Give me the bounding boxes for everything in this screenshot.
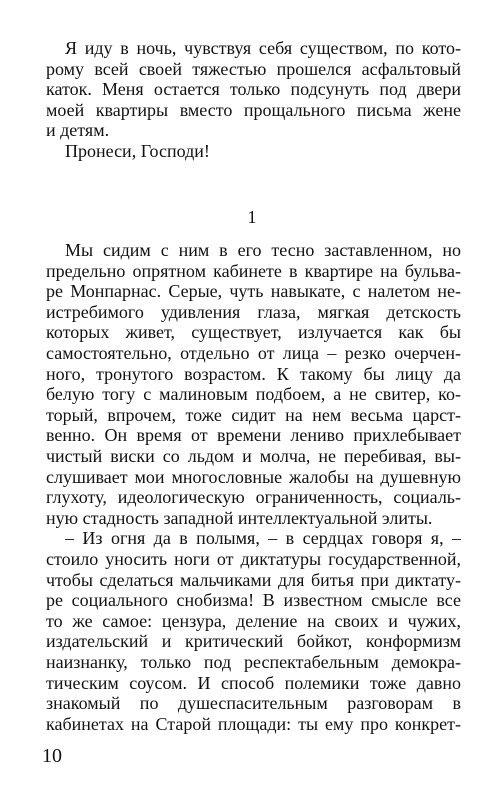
text-line: ре социального снобизма! В известном смысле все — [46, 590, 461, 611]
page-number: 10 — [42, 745, 62, 767]
text-line: чистый виски со льдом и молча, не перебивая, вы- — [46, 446, 461, 466]
text-line: и детям. — [46, 120, 110, 141]
text-line: ную стадность западной интеллектуальной элиты. — [46, 507, 433, 528]
text-line: предельно опрятном кабинете в квартире на бульва- — [46, 260, 461, 281]
text-line: истребимого удивления глаза, мягкая детскость — [46, 301, 461, 322]
text-line: Я иду в ночь, чувствуя себя существом, по кото- — [65, 38, 461, 58]
text-line: ного, тронутого возрастом. К такому бы лицу да — [46, 363, 461, 384]
text-line: каток. Меня остается только подсунуть под двери — [46, 79, 461, 100]
text-line: чтобы сделаться мальчиками для битья при диктату- — [46, 569, 461, 590]
text-line: то же самое: цензура, деление на своих и чужих, — [46, 610, 461, 631]
text-line: – Из огня да в полымя, – в сердцах говоря я, – — [65, 528, 461, 549]
text-line: Пронеси, Господи! — [65, 141, 210, 161]
text-line: слушивает мои многословные жалобы на душевную — [46, 466, 461, 487]
text-line: наизнанку, только под респектабельным демокра- — [46, 652, 461, 672]
text-line: издательский и критический бойкот, конформизм — [46, 631, 461, 652]
text-line: тическим соусом. И способ полемики тоже давно — [46, 672, 461, 693]
text-line: кабинетах на Старой площади: ты ему про конкрет- — [46, 713, 461, 734]
text-line: которых живет, существует, излучается как бы — [46, 322, 461, 343]
chapter-number: 1 — [247, 207, 257, 227]
text-line: стоило уносить ноги от диктатуры государственной, — [46, 549, 461, 569]
text-line: венно. Он время от времени лениво прихлебывает — [46, 425, 461, 446]
text-line: Мы сидим с ним в его тесно заставленном, но — [65, 240, 461, 260]
text-line: ре Монпарнас. Серые, чуть навыкате, с налетом не- — [46, 281, 461, 302]
text-line: моей квартиры вместо прощального письма жене — [46, 99, 461, 120]
text-line: торый, впрочем, тоже сидит на нем весьма царст- — [46, 404, 461, 425]
text-line: рому всей своей тяжестью прошелся асфальтовый — [46, 58, 461, 79]
text-line: глухоту, идеологическую ограниченность, социаль- — [46, 487, 461, 508]
text-line: белую тогу с малиновым подбоем, а не свитер, ко- — [46, 384, 461, 405]
text-line: знакомый по душеспасительным разговорам в — [46, 693, 461, 714]
text-line: самостоятельно, отдельно от лица – резко очерчен- — [46, 343, 461, 363]
